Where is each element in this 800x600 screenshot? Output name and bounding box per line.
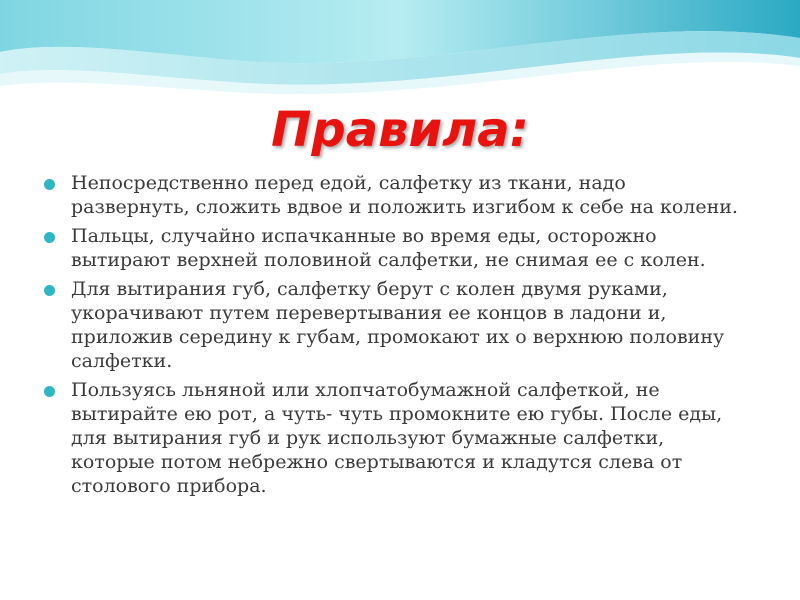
list-item	[44, 277, 744, 373]
bullet-text: Пользуясь льняной или хлопчатобумажной салфеткой, не вытирайте ею рот, а чуть- чуть промокните ею губы. После еды, для вытирания губ и рук используют бумажные салфетки, которые потом небрежно свертываются и кладутся слева от столового прибора.	[71, 379, 723, 497]
bullet-list	[44, 171, 744, 503]
list-item	[44, 378, 744, 498]
bullet-dot-icon	[44, 179, 55, 190]
bullet-text: Пальцы, случайно испачканные во время еды, осторожно вытирают верхней половиной салфетки, не снимая ее с колен.	[71, 225, 706, 271]
list-item	[44, 171, 744, 219]
slide-title: Правила:	[271, 102, 529, 158]
bullet-dot-icon	[44, 232, 55, 243]
bullet-dot-icon	[44, 285, 55, 296]
bullet-dot-icon	[44, 386, 55, 397]
bullet-text: Непосредственно перед едой, салфетку из ткани, надо развернуть, сложить вдвое и положить изгибом к себе на колени.	[71, 172, 738, 218]
bullet-text: Для вытирания губ, салфетку берут с колен двумя руками, укорачивают путем перевертывания ее концов в ладони и, приложив середину к губам, промокают их о верхнюю половину салфетки.	[71, 278, 725, 372]
list-item	[44, 224, 744, 272]
wave-header-decoration	[0, 0, 800, 110]
